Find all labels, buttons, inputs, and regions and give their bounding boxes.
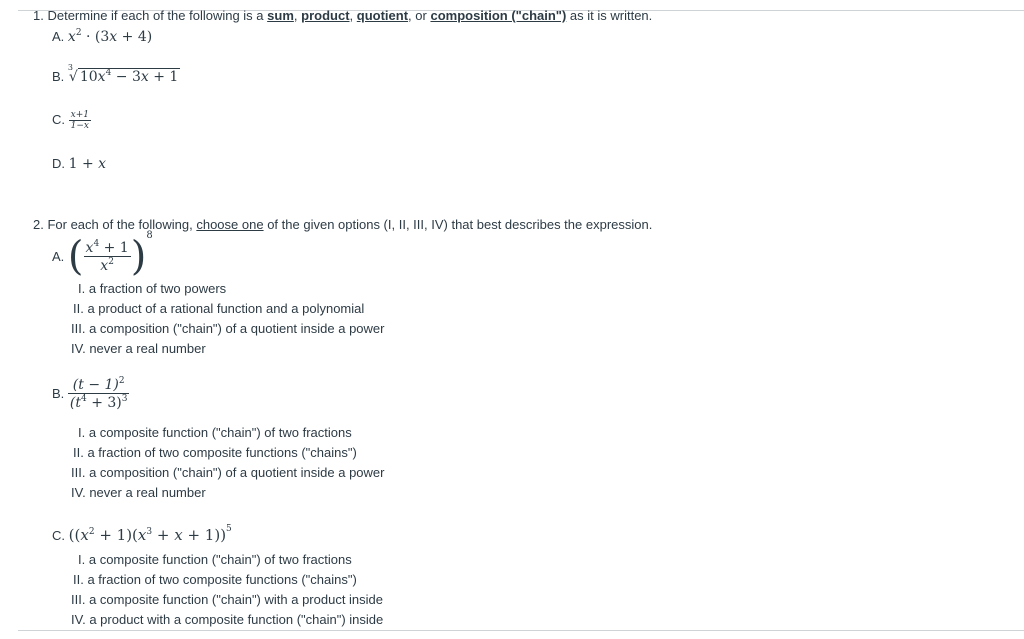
- option-text: a composite function ("chain") with a product inside: [89, 592, 384, 607]
- item-label: A.: [52, 249, 65, 265]
- variable: x: [109, 29, 118, 45]
- math-text: (t: [69, 395, 82, 411]
- option-numeral: I.: [78, 281, 86, 296]
- variable: x: [137, 526, 147, 544]
- q2-item-c: [52, 524, 232, 544]
- fraction: [84, 239, 131, 274]
- question-number: 1.: [33, 8, 44, 23]
- q2-item-b: [52, 376, 129, 411]
- q2b-option-4: [71, 485, 206, 500]
- option-numeral: I.: [78, 552, 86, 567]
- separator: ,: [293, 8, 298, 23]
- option-text: a composition ("chain") of a quotient inside a power: [89, 465, 385, 480]
- q2a-option-4: [71, 341, 206, 356]
- item-label: C.: [52, 528, 65, 543]
- cube-root-expression: [67, 63, 180, 85]
- exponent: 2: [108, 257, 114, 268]
- exponent: 4: [81, 394, 87, 404]
- option-text: a composite function ("chain") of two fractions: [88, 552, 352, 567]
- q1-item-d: [52, 156, 106, 172]
- keyword-sum: sum: [267, 8, 294, 23]
- exponent: 2: [88, 527, 95, 537]
- option-numeral: II.: [73, 301, 84, 316]
- item-label: B.: [52, 386, 65, 401]
- exponent: 3: [146, 527, 153, 537]
- bottom-divider: [18, 630, 1024, 631]
- question-number: 2.: [33, 217, 44, 232]
- radicand: [78, 68, 180, 85]
- prompt-text: as it is written.: [569, 8, 653, 23]
- math-text: (t − 1): [72, 377, 119, 393]
- exponent: 4: [93, 239, 100, 250]
- option-numeral: IV.: [71, 612, 86, 627]
- math-expression: [69, 156, 106, 172]
- exponent: 3: [121, 394, 128, 404]
- math-text: + 4): [117, 29, 153, 45]
- option-numeral: III.: [71, 321, 86, 336]
- prompt-text: For each of the following,: [47, 217, 193, 232]
- exponent: 4: [105, 68, 112, 78]
- variable: x: [85, 240, 94, 257]
- variable: x: [80, 526, 89, 544]
- option-numeral: II.: [73, 572, 84, 587]
- q2b-option-1: [78, 425, 352, 440]
- variable: x: [100, 258, 109, 275]
- denominator: [68, 394, 130, 411]
- denominator: [84, 257, 131, 274]
- q2c-option-1: [78, 552, 352, 567]
- q2c-option-3: [71, 592, 383, 607]
- math-expression: [68, 29, 152, 45]
- separator: , or: [408, 8, 427, 23]
- item-label: A.: [52, 29, 65, 44]
- q2b-option-3: [71, 465, 384, 480]
- item-label: B.: [52, 69, 65, 84]
- option-numeral: I.: [78, 425, 86, 440]
- math-text: + 3): [86, 395, 122, 411]
- variable: x: [67, 29, 76, 45]
- fraction: [68, 376, 130, 411]
- option-text: never a real number: [89, 485, 206, 500]
- variable: x: [97, 69, 106, 85]
- numerator: [68, 376, 130, 394]
- numerator: [84, 239, 131, 257]
- option-text: never a real number: [89, 341, 206, 356]
- variable: x: [140, 69, 149, 85]
- q2c-option-2: [73, 572, 357, 587]
- choose-one-emphasis: choose one: [196, 217, 264, 232]
- keyword-product: product: [301, 8, 350, 23]
- option-text: a composite function ("chain") of two fractions: [88, 425, 352, 440]
- prompt-text: Determine if each of the following is a: [47, 8, 264, 23]
- option-text: a fraction of two composite functions ("chains"): [87, 572, 357, 587]
- option-numeral: IV.: [71, 341, 86, 356]
- denominator: 1−x: [70, 121, 89, 131]
- item-label: C.: [52, 111, 65, 127]
- variable: x: [174, 526, 183, 544]
- option-text: a product of a rational function and a polynomial: [87, 301, 365, 316]
- math-text: + 1)(: [94, 526, 138, 544]
- math-text: · (3: [86, 29, 110, 45]
- numerator: x+1: [70, 110, 89, 120]
- left-paren: (: [67, 233, 84, 280]
- option-text: a fraction of two composite functions ("chains"): [87, 445, 357, 460]
- math-text: − 3: [111, 69, 141, 85]
- fraction: [69, 110, 91, 131]
- exponent: 2: [75, 28, 82, 38]
- q2-item-a: [52, 230, 153, 280]
- exponent: 2: [118, 376, 125, 386]
- root-index: 3: [67, 63, 74, 72]
- q2b-option-2: [73, 445, 357, 460]
- option-numeral: II.: [73, 445, 84, 460]
- option-numeral: III.: [71, 465, 86, 480]
- option-text: a fraction of two powers: [88, 281, 227, 296]
- q1-item-c: [52, 110, 91, 131]
- math-text: 10: [79, 69, 98, 85]
- math-text: +: [152, 526, 175, 544]
- variable: x: [98, 156, 107, 172]
- outer-exponent: 8: [146, 230, 153, 241]
- right-paren: ): [130, 233, 147, 280]
- radical-sign: √: [68, 69, 78, 85]
- keyword-composition: composition ("chain"): [430, 8, 567, 23]
- item-label: D.: [52, 156, 65, 171]
- math-text: ((: [68, 526, 81, 544]
- separator: ,: [349, 8, 354, 23]
- option-text: a product with a composite function ("chain") inside: [89, 612, 384, 627]
- option-numeral: IV.: [71, 485, 86, 500]
- math-text: + 1)): [182, 526, 227, 544]
- question-1-prompt: [33, 8, 652, 23]
- option-text: a composition ("chain") of a quotient inside a power: [89, 321, 385, 336]
- outer-exponent: 5: [226, 524, 232, 534]
- math-expression: [69, 526, 232, 544]
- math-text: + 1: [99, 240, 129, 257]
- math-text: 1 +: [68, 156, 99, 172]
- option-numeral: III.: [71, 592, 86, 607]
- q1-item-b: [52, 63, 180, 85]
- q2a-option-1: [78, 281, 226, 296]
- prompt-text: of the given options (I, II, III, IV) that best describes the expression.: [267, 217, 653, 232]
- math-text: + 1: [148, 69, 179, 85]
- q2a-option-3: [71, 321, 384, 336]
- q1-item-a: [52, 28, 152, 45]
- q2a-option-2: [73, 301, 364, 316]
- keyword-quotient: quotient: [356, 8, 409, 23]
- q2c-option-4: [71, 612, 383, 627]
